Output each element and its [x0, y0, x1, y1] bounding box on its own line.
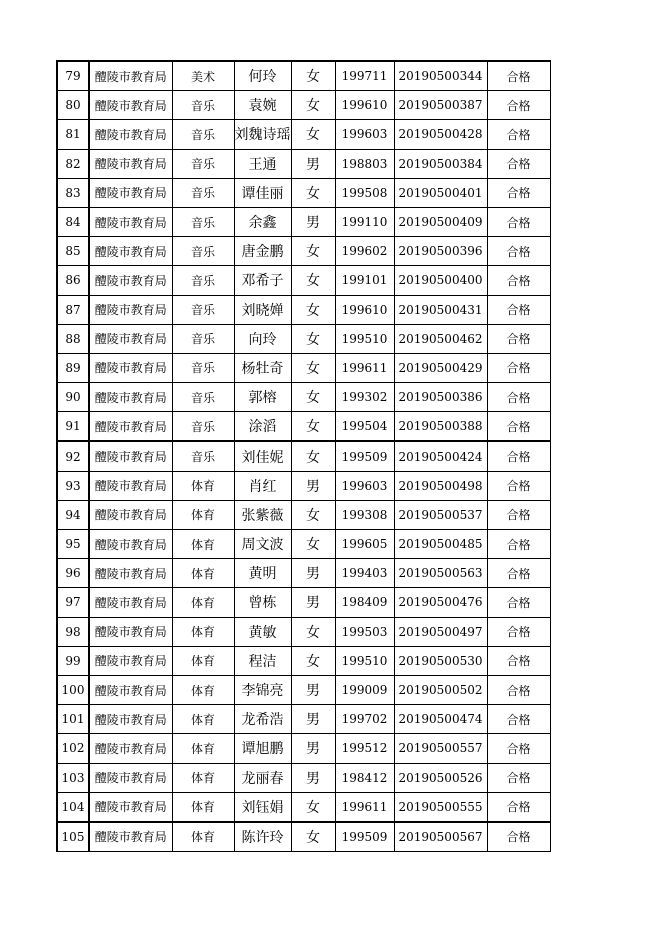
gender-cell: 女 — [291, 822, 335, 852]
name-cell: 陈许玲 — [234, 822, 291, 852]
row-number: 103 — [57, 763, 89, 792]
subject-cell: 音乐 — [172, 91, 234, 120]
table-row — [57, 763, 550, 792]
ticket-number-cell: 20190500388 — [394, 412, 487, 442]
subject-cell: 音乐 — [172, 353, 234, 382]
result-cell: 合格 — [487, 530, 550, 559]
subject-cell: 音乐 — [172, 207, 234, 236]
ticket-number-cell: 20190500557 — [394, 734, 487, 763]
name-cell: 张紫薇 — [234, 500, 291, 529]
unit-cell: 醴陵市教育局 — [89, 91, 172, 120]
ticket-number-cell: 20190500563 — [394, 559, 487, 588]
result-cell: 合格 — [487, 207, 550, 236]
subject-cell: 音乐 — [172, 237, 234, 266]
row-number: 102 — [57, 734, 89, 763]
unit-cell: 醴陵市教育局 — [89, 734, 172, 763]
gender-cell: 女 — [291, 646, 335, 675]
gender-cell: 女 — [291, 500, 335, 529]
row-number: 79 — [57, 61, 89, 91]
subject-cell: 音乐 — [172, 120, 234, 149]
ticket-number-cell: 20190500344 — [394, 61, 487, 91]
birth-cell: 199611 — [335, 792, 394, 822]
ticket-number-cell: 20190500401 — [394, 178, 487, 207]
table-row — [57, 734, 550, 763]
name-cell: 郭榕 — [234, 383, 291, 412]
birth-cell: 199508 — [335, 178, 394, 207]
unit-cell: 醴陵市教育局 — [89, 383, 172, 412]
unit-cell: 醴陵市教育局 — [89, 61, 172, 91]
table-row — [57, 588, 550, 617]
result-cell: 合格 — [487, 237, 550, 266]
unit-cell: 醴陵市教育局 — [89, 500, 172, 529]
unit-cell: 醴陵市教育局 — [89, 675, 172, 704]
gender-cell: 男 — [291, 471, 335, 500]
gender-cell: 男 — [291, 559, 335, 588]
table-row — [57, 120, 550, 149]
unit-cell: 醴陵市教育局 — [89, 617, 172, 646]
subject-cell: 体育 — [172, 559, 234, 588]
result-cell: 合格 — [487, 675, 550, 704]
gender-cell: 女 — [291, 412, 335, 442]
subject-cell: 体育 — [172, 500, 234, 529]
row-number: 96 — [57, 559, 89, 588]
subject-cell: 音乐 — [172, 178, 234, 207]
result-cell: 合格 — [487, 412, 550, 442]
row-number: 80 — [57, 91, 89, 120]
subject-cell: 体育 — [172, 617, 234, 646]
ticket-number-cell: 20190500431 — [394, 295, 487, 324]
ticket-number-cell: 20190500476 — [394, 588, 487, 617]
result-cell: 合格 — [487, 646, 550, 675]
name-cell: 程洁 — [234, 646, 291, 675]
row-number: 81 — [57, 120, 89, 149]
result-cell: 合格 — [487, 822, 550, 852]
table-row — [57, 441, 550, 471]
birth-cell: 199510 — [335, 324, 394, 353]
subject-cell: 体育 — [172, 471, 234, 500]
gender-cell: 女 — [291, 266, 335, 295]
gender-cell: 女 — [291, 91, 335, 120]
ticket-number-cell: 20190500526 — [394, 763, 487, 792]
table-row — [57, 822, 550, 852]
table-row — [57, 324, 550, 353]
name-cell: 曾栋 — [234, 588, 291, 617]
gender-cell: 男 — [291, 149, 335, 178]
row-number: 98 — [57, 617, 89, 646]
ticket-number-cell: 20190500409 — [394, 207, 487, 236]
row-number: 104 — [57, 792, 89, 822]
result-cell: 合格 — [487, 441, 550, 471]
birth-cell: 198409 — [335, 588, 394, 617]
unit-cell: 醴陵市教育局 — [89, 120, 172, 149]
unit-cell: 醴陵市教育局 — [89, 822, 172, 852]
name-cell: 邓希子 — [234, 266, 291, 295]
name-cell: 余鑫 — [234, 207, 291, 236]
name-cell: 周文波 — [234, 530, 291, 559]
birth-cell: 199711 — [335, 61, 394, 91]
gender-cell: 女 — [291, 61, 335, 91]
row-number: 97 — [57, 588, 89, 617]
results-table — [56, 60, 551, 852]
result-cell: 合格 — [487, 705, 550, 734]
unit-cell: 醴陵市教育局 — [89, 559, 172, 588]
unit-cell: 醴陵市教育局 — [89, 324, 172, 353]
birth-cell: 198412 — [335, 763, 394, 792]
table-row — [57, 646, 550, 675]
row-number: 92 — [57, 441, 89, 471]
result-cell: 合格 — [487, 178, 550, 207]
row-number: 89 — [57, 353, 89, 382]
result-cell: 合格 — [487, 471, 550, 500]
unit-cell: 醴陵市教育局 — [89, 441, 172, 471]
birth-cell: 199308 — [335, 500, 394, 529]
table-row — [57, 559, 550, 588]
name-cell: 刘钰娟 — [234, 792, 291, 822]
table-row — [57, 91, 550, 120]
birth-cell: 199605 — [335, 530, 394, 559]
name-cell: 唐金鹏 — [234, 237, 291, 266]
name-cell: 谭旭鹏 — [234, 734, 291, 763]
birth-cell: 199403 — [335, 559, 394, 588]
gender-cell: 女 — [291, 120, 335, 149]
unit-cell: 醴陵市教育局 — [89, 705, 172, 734]
birth-cell: 199510 — [335, 646, 394, 675]
birth-cell: 198803 — [335, 149, 394, 178]
birth-cell: 199503 — [335, 617, 394, 646]
unit-cell: 醴陵市教育局 — [89, 237, 172, 266]
result-cell: 合格 — [487, 792, 550, 822]
gender-cell: 男 — [291, 207, 335, 236]
ticket-number-cell: 20190500387 — [394, 91, 487, 120]
name-cell: 袁婉 — [234, 91, 291, 120]
result-cell: 合格 — [487, 559, 550, 588]
table-row — [57, 500, 550, 529]
subject-cell: 体育 — [172, 792, 234, 822]
gender-cell: 男 — [291, 675, 335, 704]
row-number: 93 — [57, 471, 89, 500]
result-cell: 合格 — [487, 149, 550, 178]
result-cell: 合格 — [487, 91, 550, 120]
ticket-number-cell: 20190500428 — [394, 120, 487, 149]
subject-cell: 音乐 — [172, 295, 234, 324]
name-cell: 刘魏诗瑶 — [234, 120, 291, 149]
ticket-number-cell: 20190500567 — [394, 822, 487, 852]
result-cell: 合格 — [487, 588, 550, 617]
name-cell: 黄明 — [234, 559, 291, 588]
birth-cell: 199702 — [335, 705, 394, 734]
subject-cell: 体育 — [172, 530, 234, 559]
ticket-number-cell: 20190500485 — [394, 530, 487, 559]
row-number: 88 — [57, 324, 89, 353]
subject-cell: 体育 — [172, 822, 234, 852]
subject-cell: 体育 — [172, 734, 234, 763]
row-number: 85 — [57, 237, 89, 266]
ticket-number-cell: 20190500530 — [394, 646, 487, 675]
table-row — [57, 617, 550, 646]
row-number: 94 — [57, 500, 89, 529]
birth-cell: 199009 — [335, 675, 394, 704]
gender-cell: 男 — [291, 734, 335, 763]
ticket-number-cell: 20190500424 — [394, 441, 487, 471]
name-cell: 向玲 — [234, 324, 291, 353]
ticket-number-cell: 20190500386 — [394, 383, 487, 412]
unit-cell: 醴陵市教育局 — [89, 412, 172, 442]
row-number: 105 — [57, 822, 89, 852]
table-row — [57, 266, 550, 295]
unit-cell: 醴陵市教育局 — [89, 149, 172, 178]
gender-cell: 男 — [291, 588, 335, 617]
table-row — [57, 530, 550, 559]
gender-cell: 女 — [291, 617, 335, 646]
unit-cell: 醴陵市教育局 — [89, 295, 172, 324]
name-cell: 谭佳丽 — [234, 178, 291, 207]
name-cell: 刘佳妮 — [234, 441, 291, 471]
ticket-number-cell: 20190500474 — [394, 705, 487, 734]
unit-cell: 醴陵市教育局 — [89, 588, 172, 617]
row-number: 86 — [57, 266, 89, 295]
birth-cell: 199110 — [335, 207, 394, 236]
result-cell: 合格 — [487, 324, 550, 353]
unit-cell: 醴陵市教育局 — [89, 792, 172, 822]
name-cell: 龙丽春 — [234, 763, 291, 792]
subject-cell: 音乐 — [172, 441, 234, 471]
subject-cell: 体育 — [172, 588, 234, 617]
ticket-number-cell: 20190500497 — [394, 617, 487, 646]
table-row — [57, 471, 550, 500]
name-cell: 李锦亮 — [234, 675, 291, 704]
name-cell: 涂滔 — [234, 412, 291, 442]
table-body — [57, 61, 550, 852]
table-row — [57, 207, 550, 236]
gender-cell: 女 — [291, 295, 335, 324]
row-number: 99 — [57, 646, 89, 675]
birth-cell: 199509 — [335, 822, 394, 852]
ticket-number-cell: 20190500396 — [394, 237, 487, 266]
ticket-number-cell: 20190500400 — [394, 266, 487, 295]
unit-cell: 醴陵市教育局 — [89, 763, 172, 792]
gender-cell: 女 — [291, 237, 335, 266]
name-cell: 黄敏 — [234, 617, 291, 646]
table-row — [57, 675, 550, 704]
result-cell: 合格 — [487, 734, 550, 763]
unit-cell: 醴陵市教育局 — [89, 471, 172, 500]
subject-cell: 体育 — [172, 705, 234, 734]
subject-cell: 音乐 — [172, 412, 234, 442]
table-row — [57, 178, 550, 207]
birth-cell: 199603 — [335, 471, 394, 500]
subject-cell: 音乐 — [172, 149, 234, 178]
subject-cell: 体育 — [172, 646, 234, 675]
ticket-number-cell: 20190500502 — [394, 675, 487, 704]
table-row — [57, 412, 550, 442]
row-number: 90 — [57, 383, 89, 412]
gender-cell: 男 — [291, 763, 335, 792]
table-row — [57, 149, 550, 178]
result-cell: 合格 — [487, 617, 550, 646]
row-number: 82 — [57, 149, 89, 178]
unit-cell: 醴陵市教育局 — [89, 207, 172, 236]
result-cell: 合格 — [487, 120, 550, 149]
birth-cell: 199610 — [335, 91, 394, 120]
result-cell: 合格 — [487, 353, 550, 382]
ticket-number-cell: 20190500462 — [394, 324, 487, 353]
name-cell: 王通 — [234, 149, 291, 178]
subject-cell: 音乐 — [172, 324, 234, 353]
row-number: 95 — [57, 530, 89, 559]
name-cell: 肖红 — [234, 471, 291, 500]
table-row — [57, 237, 550, 266]
birth-cell: 199512 — [335, 734, 394, 763]
table-row — [57, 353, 550, 382]
unit-cell: 醴陵市教育局 — [89, 530, 172, 559]
row-number: 84 — [57, 207, 89, 236]
unit-cell: 醴陵市教育局 — [89, 266, 172, 295]
ticket-number-cell: 20190500429 — [394, 353, 487, 382]
row-number: 87 — [57, 295, 89, 324]
gender-cell: 女 — [291, 530, 335, 559]
ticket-number-cell: 20190500537 — [394, 500, 487, 529]
ticket-number-cell: 20190500555 — [394, 792, 487, 822]
birth-cell: 199611 — [335, 353, 394, 382]
row-number: 100 — [57, 675, 89, 704]
birth-cell: 199504 — [335, 412, 394, 442]
birth-cell: 199610 — [335, 295, 394, 324]
subject-cell: 音乐 — [172, 266, 234, 295]
birth-cell: 199302 — [335, 383, 394, 412]
name-cell: 杨牡奇 — [234, 353, 291, 382]
unit-cell: 醴陵市教育局 — [89, 646, 172, 675]
ticket-number-cell: 20190500498 — [394, 471, 487, 500]
unit-cell: 醴陵市教育局 — [89, 353, 172, 382]
name-cell: 何玲 — [234, 61, 291, 91]
result-cell: 合格 — [487, 763, 550, 792]
table-row — [57, 295, 550, 324]
subject-cell: 美术 — [172, 61, 234, 91]
gender-cell: 女 — [291, 178, 335, 207]
row-number: 101 — [57, 705, 89, 734]
gender-cell: 女 — [291, 353, 335, 382]
result-cell: 合格 — [487, 383, 550, 412]
row-number: 91 — [57, 412, 89, 442]
result-cell: 合格 — [487, 61, 550, 91]
table-row — [57, 61, 550, 91]
birth-cell: 199101 — [335, 266, 394, 295]
unit-cell: 醴陵市教育局 — [89, 178, 172, 207]
result-cell: 合格 — [487, 266, 550, 295]
birth-cell: 199602 — [335, 237, 394, 266]
subject-cell: 音乐 — [172, 383, 234, 412]
gender-cell: 女 — [291, 792, 335, 822]
gender-cell: 女 — [291, 383, 335, 412]
name-cell: 刘晓婵 — [234, 295, 291, 324]
table-row — [57, 383, 550, 412]
result-cell: 合格 — [487, 500, 550, 529]
subject-cell: 体育 — [172, 763, 234, 792]
subject-cell: 体育 — [172, 675, 234, 704]
table-row — [57, 792, 550, 822]
gender-cell: 女 — [291, 441, 335, 471]
gender-cell: 女 — [291, 324, 335, 353]
birth-cell: 199509 — [335, 441, 394, 471]
result-cell: 合格 — [487, 295, 550, 324]
ticket-number-cell: 20190500384 — [394, 149, 487, 178]
birth-cell: 199603 — [335, 120, 394, 149]
table-row — [57, 705, 550, 734]
gender-cell: 男 — [291, 705, 335, 734]
name-cell: 龙希浩 — [234, 705, 291, 734]
row-number: 83 — [57, 178, 89, 207]
